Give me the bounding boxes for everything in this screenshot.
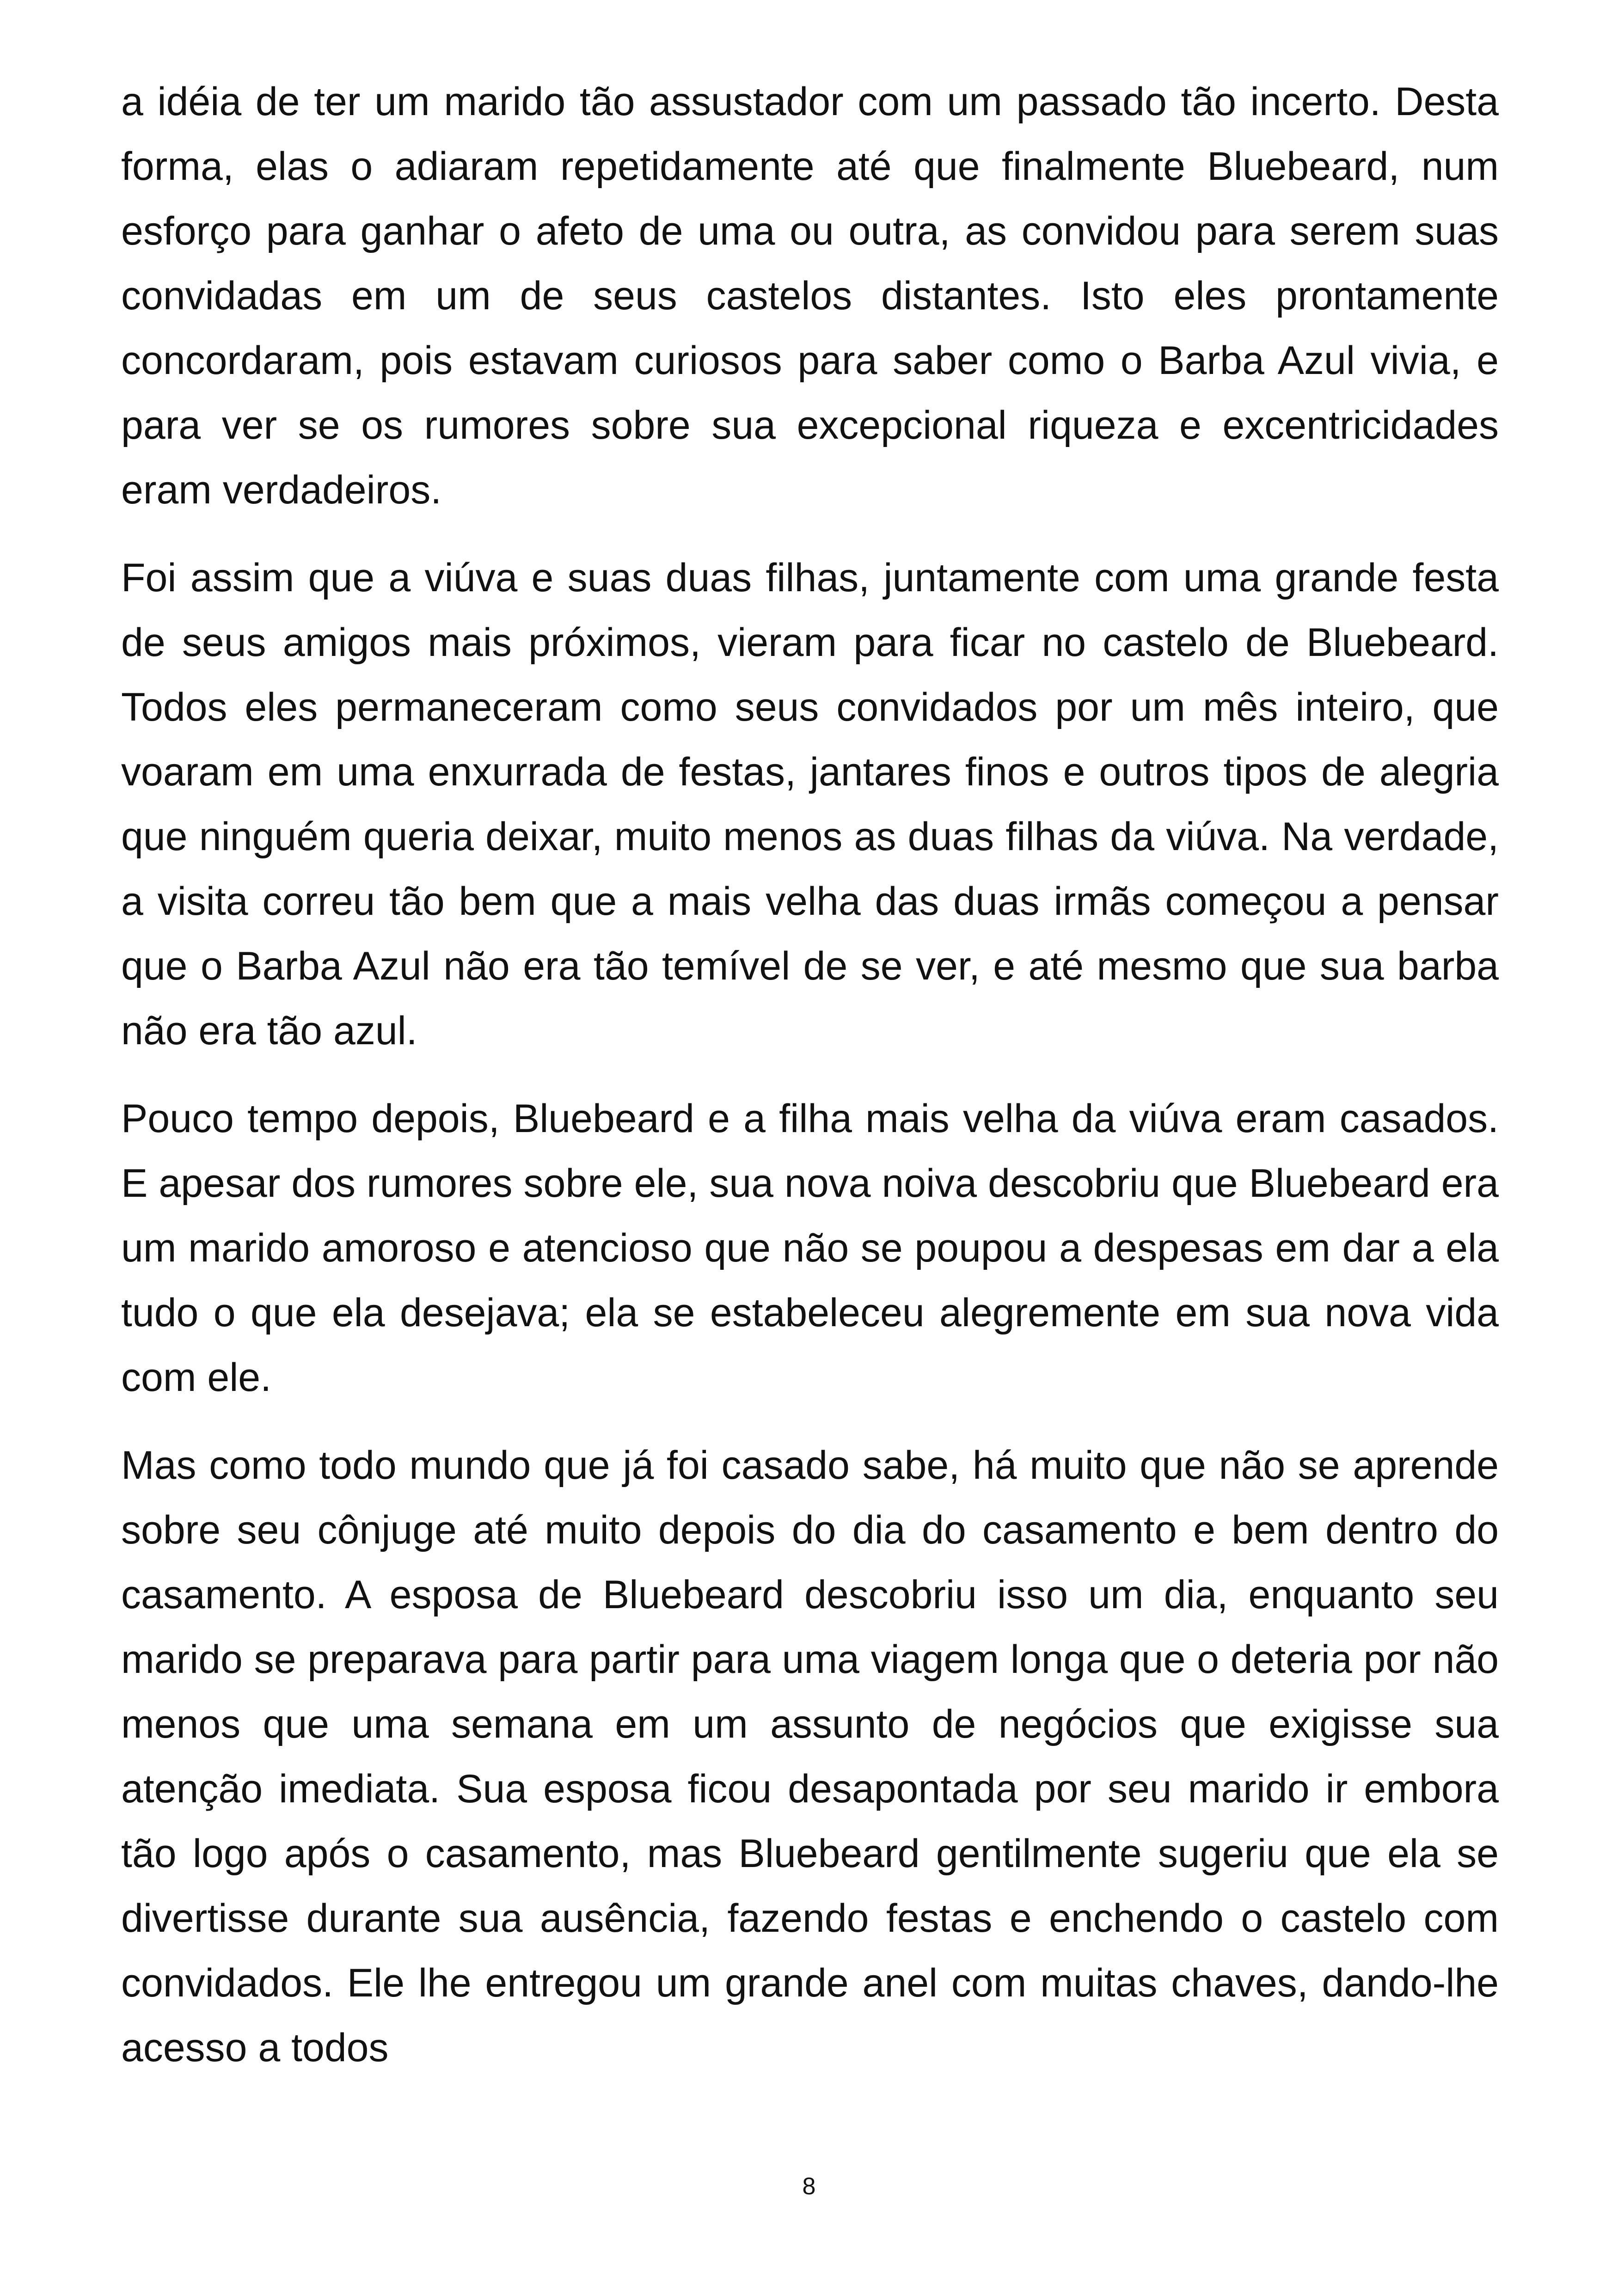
- paragraph-3: Pouco tempo depois, Bluebeard e a filha mais velha da viúva eram casados. E apesar dos rumores sobre ele, sua nova noiva descobriu que Bluebeard era um marido amoroso e atencioso que não se poupou a despesas em dar a ela tudo o que ela desejava; ela se estabeleceu alegremente em sua nova vida com ele.: [121, 1096, 1499, 1400]
- paragraph-4: Mas como todo mundo que já foi casado sabe, há muito que não se aprende sobre seu cônjuge até muito depois do dia do casamento e bem dentro do casamento. A esposa de Bluebeard descobriu isso um dia, enquanto seu marido se preparava para partir para uma viagem longa que o deteria por não menos que uma semana em um assunto de negócios que exigisse sua atenção imediata. Sua esposa ficou desapontada por seu marido ir embora tão logo após o casamento, mas Bluebeard gentilmente sugeriu que ela se divertisse durante sua ausência, fazendo festas e enchendo o castelo com convidados. Ele lhe entregou um grande anel com muitas chaves, dando-lhe acesso a todos: [121, 1443, 1499, 2070]
- paragraph-2: Foi assim que a viúva e suas duas filhas, juntamente com uma grande festa de seus amigos mais próximos, vieram para ficar no castelo de Bluebeard. Todos eles permaneceram como seus convidados por um mês inteiro, que voaram em uma enxurrada de festas, jantares finos e outros tipos de alegria que ninguém queria deixar, muito menos as duas filhas da viúva. Na verdade, a visita correu tão bem que a mais velha das duas irmãs começou a pensar que o Barba Azul não era tão temível de se ver, e até mesmo que sua barba não era tão azul.: [121, 556, 1499, 1053]
- body-text: [121, 69, 1499, 2103]
- page-number: 8: [802, 2173, 816, 2200]
- paragraph-1: a idéia de ter um marido tão assustador com um passado tão incerto. Desta forma, elas o adiaram repetidamente até que finalmente Bluebeard, num esforço para ganhar o afeto de uma ou outra, as convidou para serem suas convidadas em um de seus castelos distantes. Isto eles prontamente concordaram, pois estavam curiosos para saber como o Barba Azul vivia, e para ver se os rumores sobre sua excepcional riqueza e excentricidades eram verdadeiros.: [121, 80, 1499, 512]
